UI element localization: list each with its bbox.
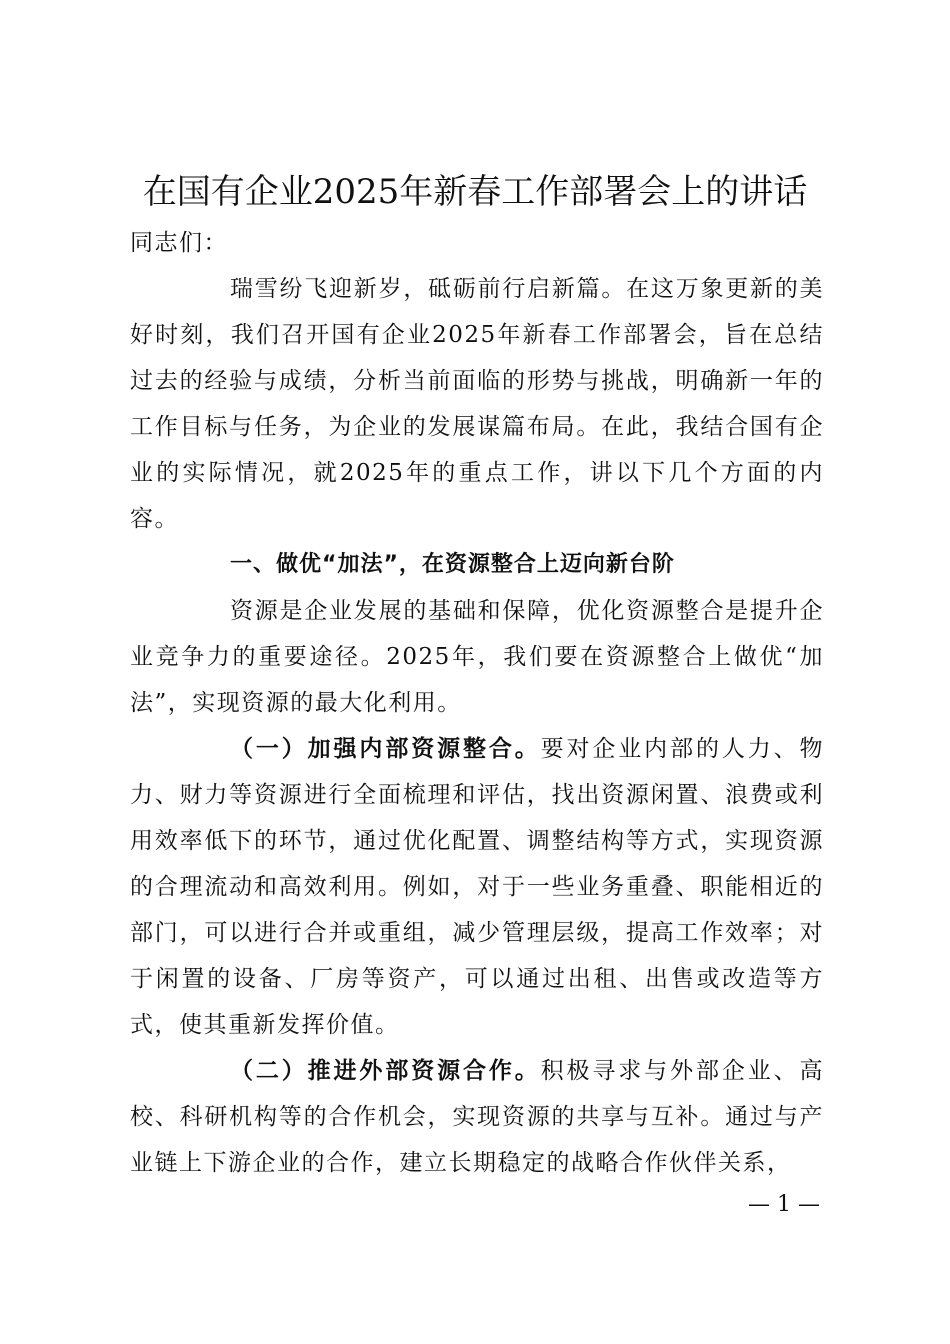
intro-paragraph: 瑞雪纷飞迎新岁，砥砺前行启新篇。在这万象更新的美好时刻，我们召开国有企业2025年新春工作部署会，旨在总结过去的经验与成绩，分析当前面临的形势与挑战，明确新一年的工作目标与任务，为企业的发展谋篇布局。在此，我结合国有企业的实际情况，就2025年的重点工作，讲以下几个方面的内容。	[130, 276, 824, 532]
item2-text: 积极寻求与外部企业、高校、科研机构等的合作机会，实现资源的共享与互补。通过与产业链上下游企业的合作，建立长期稳定的战略合作伙伴关系，	[130, 1058, 825, 1176]
page-number: — 1 —	[748, 1192, 820, 1217]
salutation: 同志们：	[130, 230, 228, 256]
item1-text: 要对企业内部的人力、物力、财力等资源进行全面梳理和评估，找出资源闲置、浪费或利用效率低下的环节，通过优化配置、调整结构等方式，实现资源的合理流动和高效利用。例如，对于一些业务重叠、职能相近的部门，可以进行合并或重组，减少管理层级，提高工作效率；对于闲置的设备、厂房等资产，可以通过出租、出售或改造等方式，使其重新发挥价值。	[130, 736, 825, 1038]
document-title: 在国有企业2025年新春工作部署会上的讲话	[142, 172, 808, 212]
item2-paragraph	[130, 1048, 824, 1186]
item1-paragraph	[130, 726, 824, 1048]
section1-paragraph: 资源是企业发展的基础和保障，优化资源整合是提升企业竞争力的重要途径。2025年，我们要在资源整合上做优“加法”，实现资源的最大化利用。	[130, 598, 824, 716]
section-heading-1: 一、做优“加法”，在资源整合上迈向新台阶	[230, 552, 675, 577]
item1-heading: （一）加强内部资源整合。	[230, 735, 541, 762]
item2-heading: （二）推进外部资源合作。	[230, 1057, 541, 1084]
